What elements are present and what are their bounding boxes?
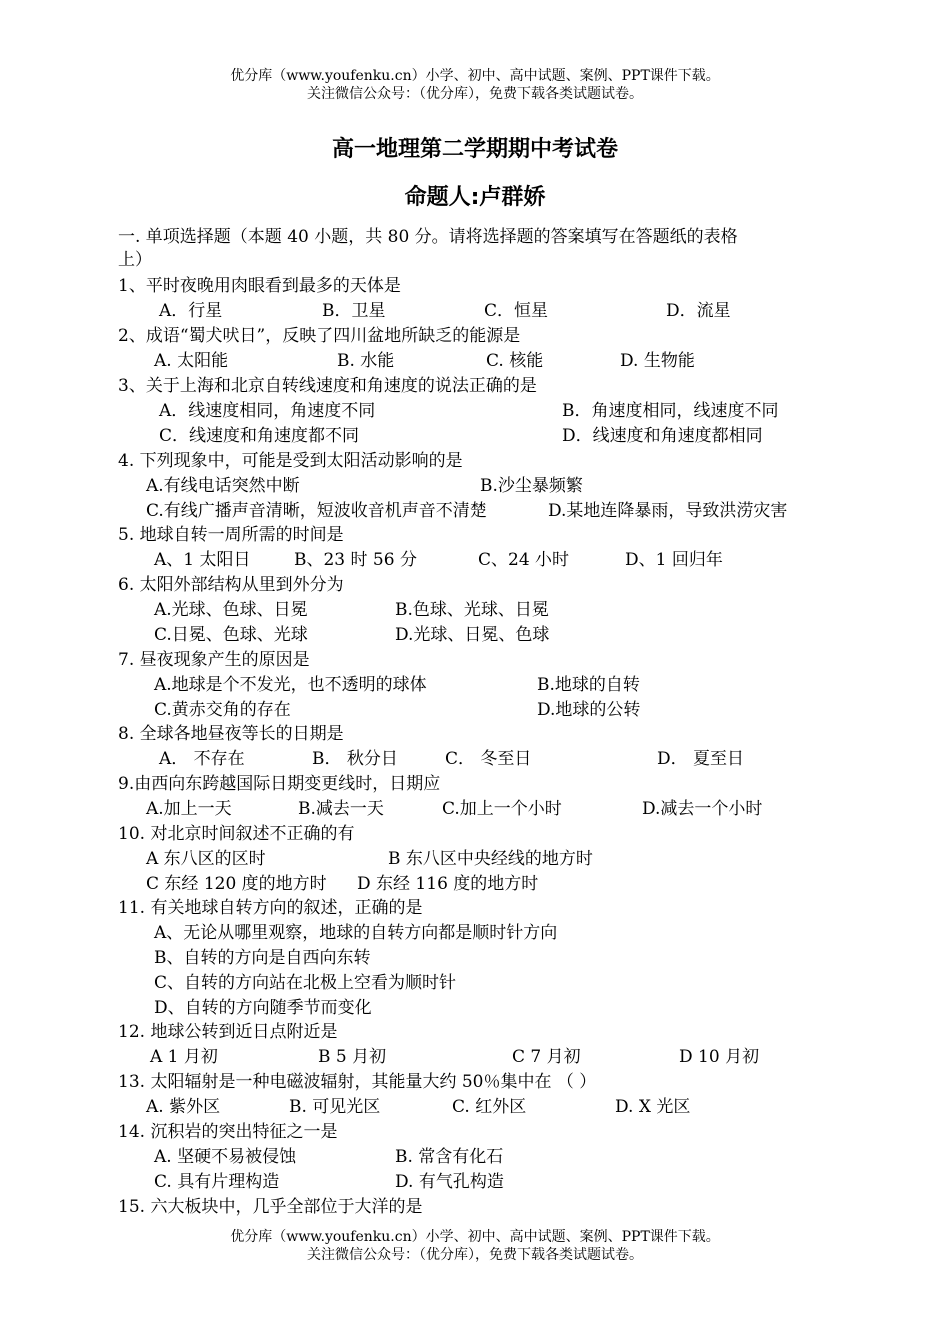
option-c: C. 具有片理构造 [154, 1172, 280, 1192]
header-line-2: 关注微信公众号：（优分库），免费下载各类试题试卷。 [307, 86, 643, 102]
option-d: D、自转的方向随季节而变化 [154, 998, 372, 1018]
option-d: D．流星 [666, 301, 731, 321]
question-stem: 4. 下列现象中，可能是受到太阳活动影响的是 [118, 451, 463, 471]
exam-author: 命题人:卢群娇 [404, 185, 546, 210]
option-a: A.有线电话突然中断 [146, 476, 300, 496]
option-c: C.黄赤交角的存在 [154, 700, 291, 720]
option-d: D.光球、日冕、色球 [395, 625, 550, 645]
option-c: C．线速度和角速度都不同 [159, 426, 360, 446]
question-stem: 6. 太阳外部结构从里到外分为 [118, 575, 344, 595]
question-stem: 1、平时夜晚用肉眼看到最多的天体是 [118, 276, 401, 296]
option-b: B. 可见光区 [289, 1097, 381, 1117]
option-c: C、24 小时 [478, 550, 570, 570]
option-c: C. 红外区 [452, 1097, 527, 1117]
option-c: C. 核能 [486, 351, 544, 371]
option-c: C、自转的方向站在北极上空看为顺时针 [154, 973, 457, 993]
option-b: B. 常含有化石 [395, 1147, 504, 1167]
question-stem: 14. 沉积岩的突出特征之一是 [118, 1122, 338, 1142]
exam-title: 高一地理第二学期期中考试卷 [331, 137, 618, 162]
option-d: D. 生物能 [620, 351, 695, 371]
option-b: B.色球、光球、日冕 [395, 600, 549, 620]
question-stem: 7. 昼夜现象产生的原因是 [118, 650, 310, 670]
option-b: B.沙尘暴频繁 [480, 476, 583, 496]
option-c: C.加上一个小时 [442, 799, 562, 819]
option-b: B.地球的自转 [537, 675, 640, 695]
option-b: B 东八区中央经线的地方时 [388, 849, 593, 869]
option-c: C． 冬至日 [445, 749, 532, 769]
question-stem: 5. 地球自转一周所需的时间是 [118, 525, 344, 545]
option-a: A 东八区的区时 [146, 849, 266, 869]
option-d: D 10 月初 [679, 1047, 760, 1067]
option-a: A.加上一天 [146, 799, 232, 819]
option-c: C 东经 120 度的地方时 [146, 874, 327, 894]
option-b: B.减去一天 [298, 799, 384, 819]
option-a: A. 紫外区 [146, 1097, 221, 1117]
option-a: A.光球、色球、日冕 [154, 600, 308, 620]
option-b: B. 水能 [337, 351, 395, 371]
option-a: A 1 月初 [150, 1047, 218, 1067]
question-stem: 12. 地球公转到近日点附近是 [118, 1022, 338, 1042]
question-stem: 2、成语“蜀犬吠日”，反映了四川盆地所缺乏的能源是 [118, 326, 521, 346]
option-d: D．线速度和角速度都相同 [562, 426, 763, 446]
footer-line-2: 关注微信公众号：（优分库），免费下载各类试题试卷。 [307, 1247, 643, 1263]
option-c: C.日冕、色球、光球 [154, 625, 308, 645]
option-b: B、自转的方向是自西向东转 [154, 948, 371, 968]
option-a: A．行星 [159, 301, 223, 321]
option-c: C 7 月初 [512, 1047, 581, 1067]
option-b: B、23 时 56 分 [294, 550, 417, 570]
section-heading: 一. 单项选择题（本题 40 小题，共 80 分。请将选择题的答案填写在答题纸的表格 [118, 227, 738, 247]
option-b: B．卫星 [322, 301, 386, 321]
question-stem: 11. 有关地球自转方向的叙述，正确的是 [118, 898, 423, 918]
option-d: D.减去一个小时 [642, 799, 763, 819]
option-d: D. 有气孔构造 [395, 1172, 504, 1192]
option-a: A、无论从哪里观察，地球的自转方向都是顺时针方向 [154, 923, 558, 943]
option-a: A.地球是个不发光，也不透明的球体 [154, 675, 427, 695]
option-a: A．线速度相同，角速度不同 [159, 401, 376, 421]
page-header [0, 67, 950, 103]
option-d: D.某地连降暴雨，导致洪涝灾害 [548, 501, 788, 521]
option-d: D.地球的公转 [537, 700, 641, 720]
question-stem: 9.由西向东跨越国际日期变更线时，日期应 [118, 774, 441, 794]
header-line-1: 优分库（www.youfenku.cn）小学、初中、高中试题、案例、PPT课件下载。 [230, 68, 720, 84]
option-c: C.有线广播声音清晰，短波收音机声音不清楚 [146, 501, 487, 521]
option-a: A、1 太阳日 [154, 550, 251, 570]
option-b: B 5 月初 [318, 1047, 387, 1067]
question-stem: 3、关于上海和北京自转线速度和角速度的说法正确的是 [118, 376, 537, 396]
question-stem: 13. 太阳辐射是一种电磁波辐射，其能量大约 50％集中在 （ ） [118, 1072, 597, 1092]
question-stem: 10. 对北京时间叙述不正确的有 [118, 824, 355, 844]
option-d: D、1 回归年 [625, 550, 723, 570]
option-a: A. 太阳能 [154, 351, 229, 371]
option-d: D． 夏至日 [657, 749, 745, 769]
option-d: D 东经 116 度的地方时 [357, 874, 539, 894]
option-c: C．恒星 [484, 301, 549, 321]
option-a: A. 坚硬不易被侵蚀 [154, 1147, 297, 1167]
option-a: A． 不存在 [159, 749, 245, 769]
question-stem: 15. 六大板块中，几乎全部位于大洋的是 [118, 1197, 423, 1217]
option-d: D. X 光区 [615, 1097, 691, 1117]
question-stem: 8. 全球各地昼夜等长的日期是 [118, 724, 344, 744]
option-b: B． 秋分日 [312, 749, 398, 769]
option-b: B．角速度相同，线速度不同 [562, 401, 779, 421]
page-footer [0, 1228, 950, 1264]
footer-line-1: 优分库（www.youfenku.cn）小学、初中、高中试题、案例、PPT课件下载。 [230, 1229, 720, 1245]
section-heading-cont: 上） [118, 250, 152, 270]
